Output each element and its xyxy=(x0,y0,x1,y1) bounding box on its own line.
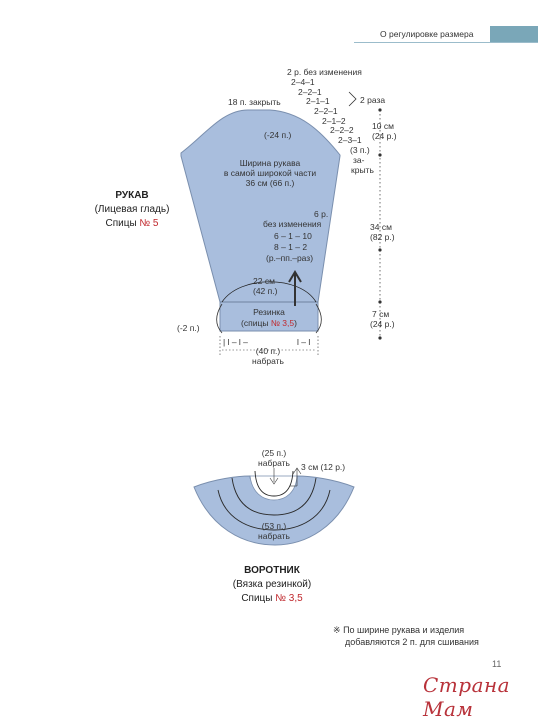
sleeve-needles: Спицы № 5 xyxy=(105,218,159,229)
cap-height-cm: 10 см xyxy=(372,121,394,131)
increase-seq-2: 8 – 1 – 2 xyxy=(274,242,308,252)
rib-decrease: (-2 п.) xyxy=(177,323,200,333)
increase-unchanged-rows: 6 р. xyxy=(314,209,329,219)
increase-legend: (р.–пп.–раз) xyxy=(266,253,314,263)
cap-seq-4: 2–2–1 xyxy=(314,106,338,116)
cap-unchanged-rows: 2 р. без изменения xyxy=(287,67,362,77)
lower-width-stitches: (42 п.) xyxy=(253,286,278,296)
sleeve-title: РУКАВ xyxy=(115,190,149,201)
cap-seq-7: 2–3–1 xyxy=(338,135,362,145)
sleeve-height-rows: (82 р.) xyxy=(370,232,395,242)
cap-seq-1: 2–4–1 xyxy=(291,77,315,87)
site-watermark: Страна Мам xyxy=(423,673,511,721)
collar-bottom-count: (53 п.) xyxy=(261,521,287,531)
collar-needles: Спицы № 3,5 xyxy=(241,593,303,604)
sleeve-stitch: (Лицевая гладь) xyxy=(94,204,170,215)
footnote-mark: ※ xyxy=(333,625,341,635)
collar-top-action: набрать xyxy=(258,458,290,468)
collar-depth: 3 см (12 р.) xyxy=(301,462,346,472)
cap-repeat-twice: 2 раза xyxy=(360,95,386,105)
sleeve-width-line1: Ширина рукава xyxy=(239,158,301,168)
cap-height-rows: (24 р.) xyxy=(372,131,397,141)
page-section-title: О регулировке размера xyxy=(380,29,474,39)
increase-unchanged-label: без изменения xyxy=(263,219,322,229)
cuff-height-cm: 7 см xyxy=(372,309,390,319)
lower-width-cm: 22 см xyxy=(253,276,275,286)
sleeve-width-line2: в самой широкой части xyxy=(223,168,317,178)
cuff-height-rows: (24 р.) xyxy=(370,319,395,329)
collar-top-count: (25 п.) xyxy=(261,448,287,458)
rib-marks-right: l – l xyxy=(297,337,311,347)
footnote-line2: добавляются 2 п. для сшивания xyxy=(345,637,479,647)
cap-bind-off-word1: за- xyxy=(353,155,365,165)
collar-title-block xyxy=(212,564,332,606)
sleeve-title-block xyxy=(72,189,192,231)
rib-marks-left: | l – l – xyxy=(223,337,248,347)
sleeve-height-cm: 34 см xyxy=(370,222,392,232)
cap-bind-off-word2: крыть xyxy=(351,165,374,175)
cap-seq-6: 2–2–2 xyxy=(330,125,354,135)
increase-seq-1: 6 – 1 – 10 xyxy=(274,231,312,241)
cap-decrease-24: (-24 п.) xyxy=(264,130,292,140)
sleeve-width-line3: 36 см (66 п.) xyxy=(245,178,295,188)
collar-title: ВОРОТНИК xyxy=(244,565,300,576)
cap-seq-5: 2–1–2 xyxy=(322,116,346,126)
cap-bracket xyxy=(349,92,356,106)
cast-on-label: набрать xyxy=(252,356,284,366)
footnote-line1: По ширине рукава и изделия xyxy=(343,625,465,635)
cap-bind-off-3: (3 п.) xyxy=(350,145,370,155)
page-number: 11 xyxy=(492,659,502,669)
cap-seq-2: 2–2–1 xyxy=(298,87,322,97)
rib-label: Резинка xyxy=(253,307,285,317)
cast-on-count: (40 п.) xyxy=(255,346,281,356)
collar-bottom-action: набрать xyxy=(258,531,290,541)
cap-seq-3: 2–1–1 xyxy=(306,96,330,106)
footnote xyxy=(333,624,479,648)
rib-needles: (спицы № 3,5) xyxy=(241,318,297,328)
cap-bind-off-18: 18 п. закрыть xyxy=(228,97,281,107)
collar-stitch: (Вязка резинкой) xyxy=(232,579,312,590)
